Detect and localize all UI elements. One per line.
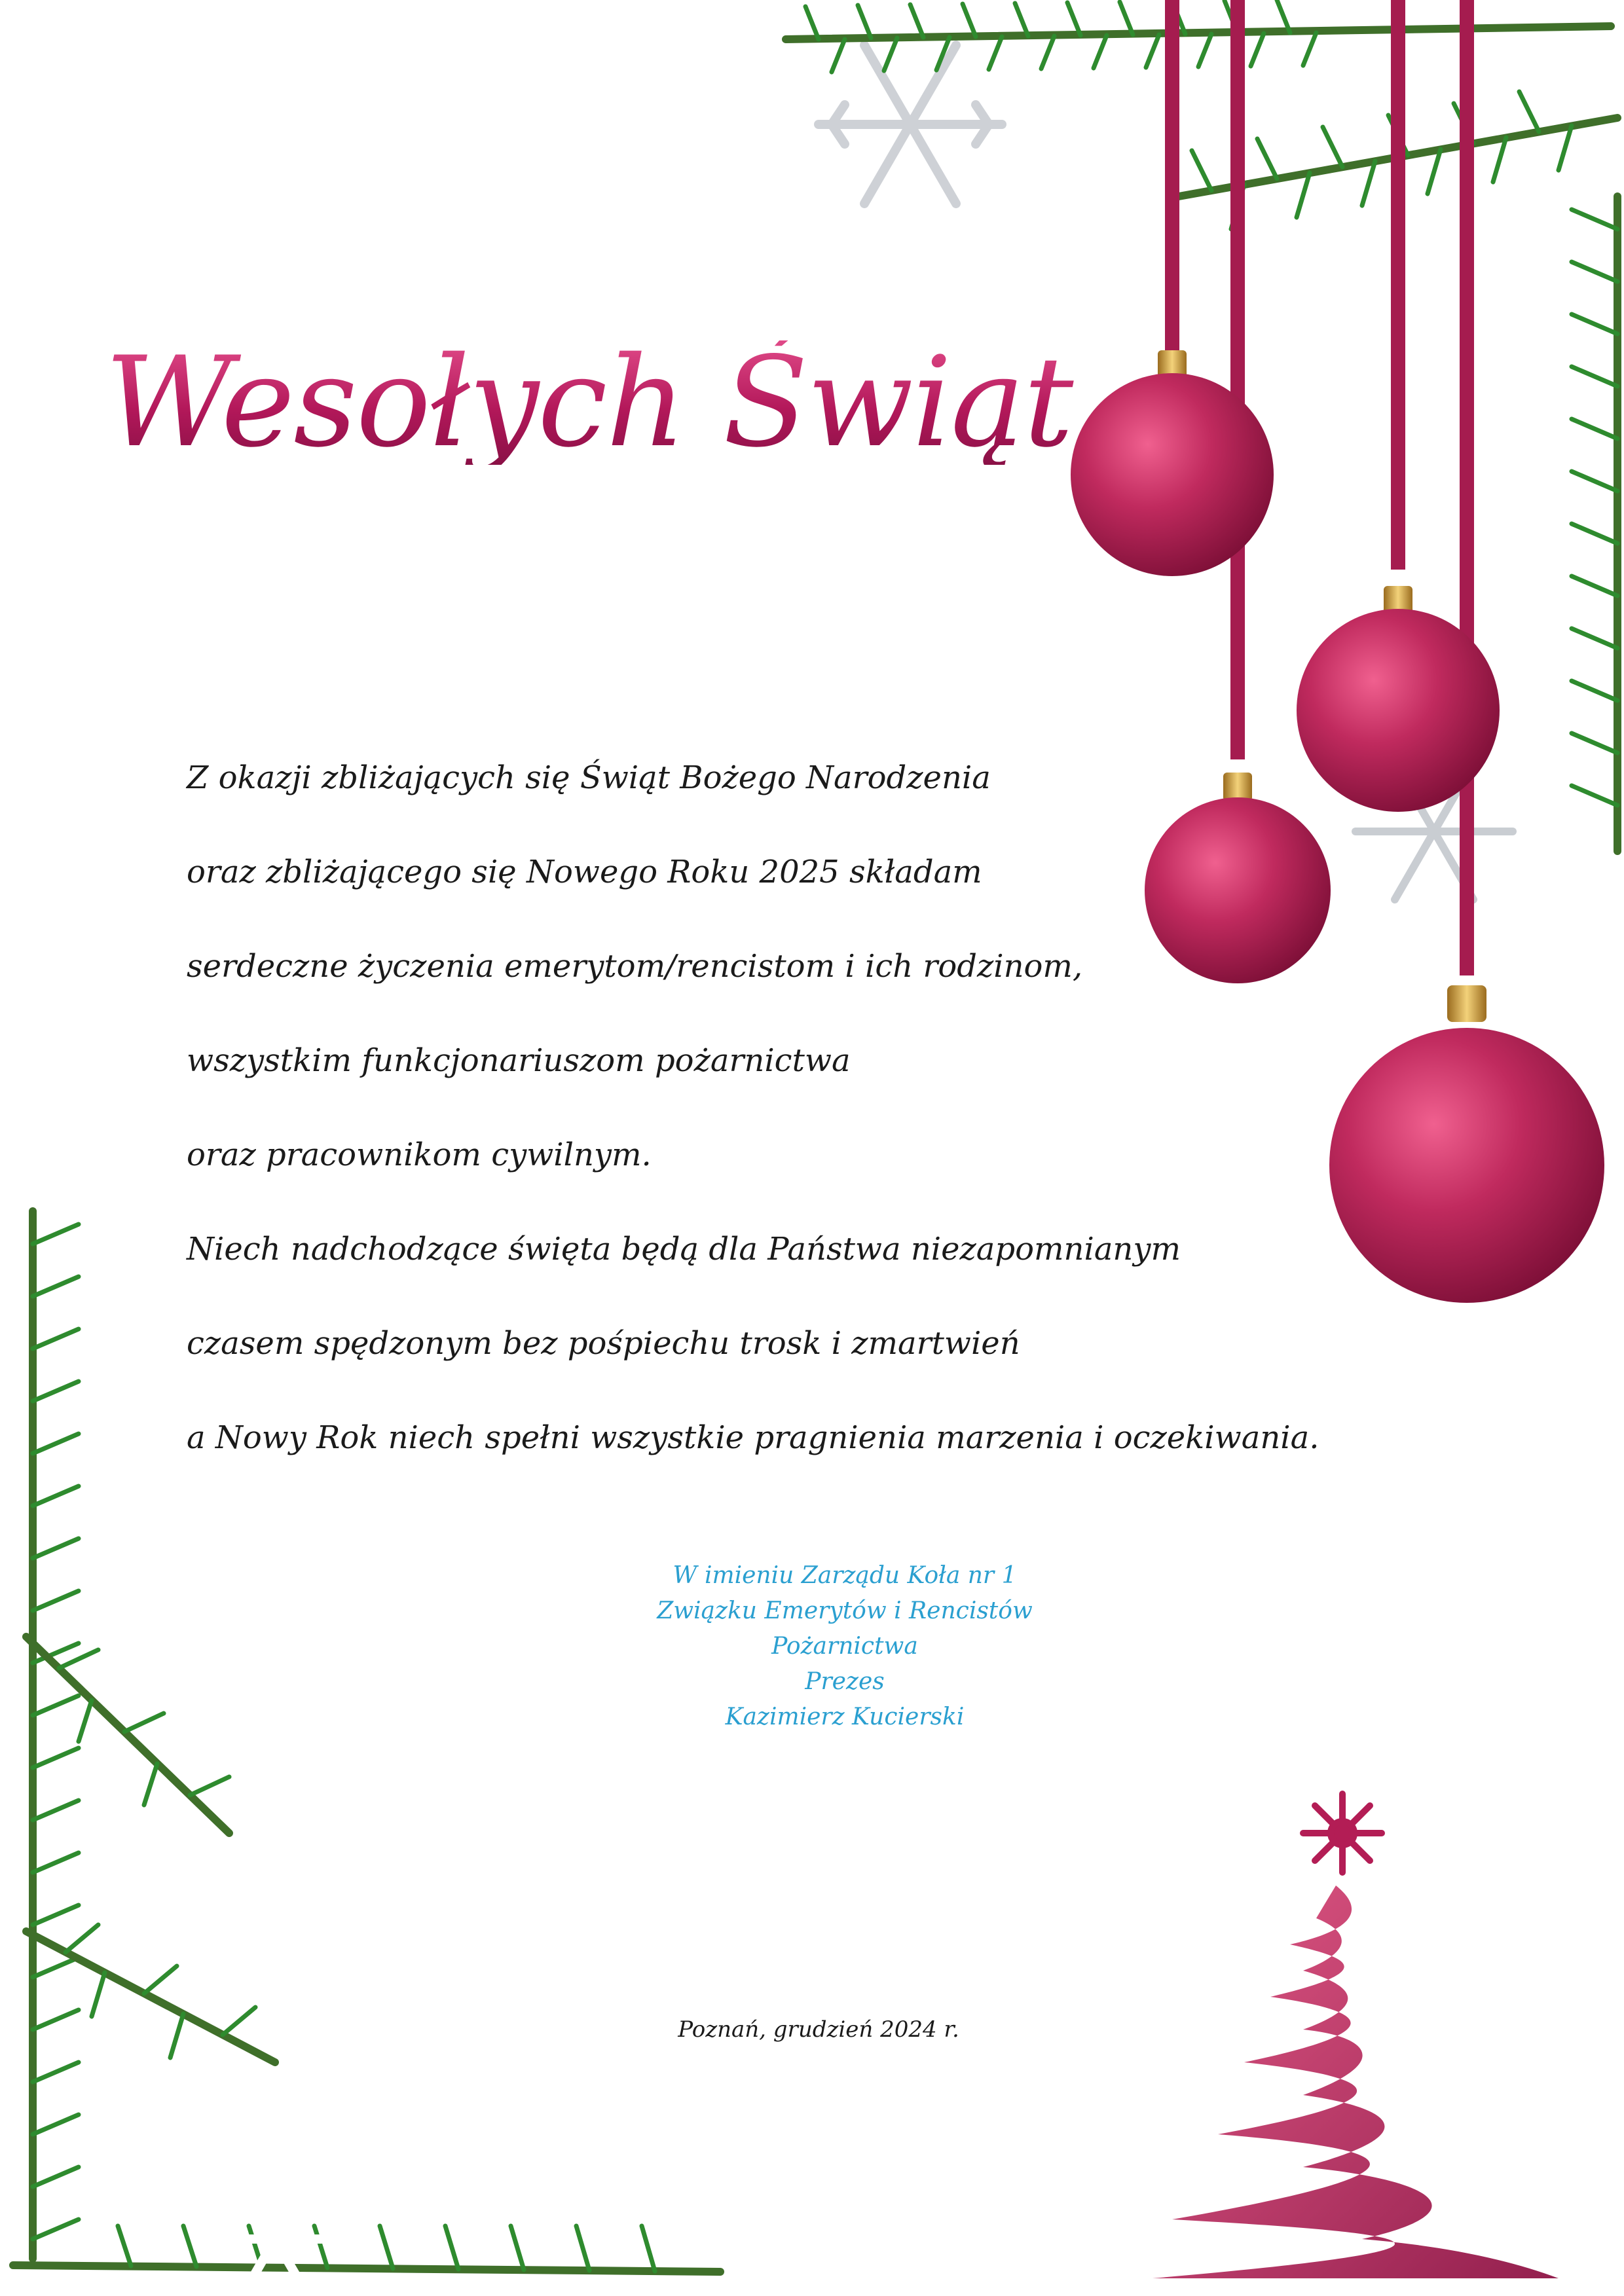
signature-line: Pożarnictwa [771,1633,918,1660]
body-line: Niech nadchodzące święta będą dla Państwa niezapomnianym [187,1231,1181,1267]
place-date: Poznań, grudzień 2024 r. [678,2016,959,2043]
christmas-tree-icon [1153,1794,1559,2278]
body-line: oraz pracownikom cywilnym. [187,1137,652,1173]
signature-block [576,1558,1113,1735]
body-line: wszystkim funkcjonariuszom pożarnictwa [187,1042,851,1079]
body-line: a Nowy Rok niech spełni wszystkie pragnienia marzenia i oczekiwania. [187,1419,1320,1456]
signature-line: Związku Emerytów i Rencistów [657,1597,1033,1624]
snowflake-icon [819,45,1002,204]
star-icon [1303,1794,1382,1872]
signature-line: Prezes [805,1668,885,1695]
card-title: Wesołych Świąt [105,340,1087,465]
greeting-body [187,759,1365,1514]
body-line: oraz zbliżającego się Nowego Roku 2025 składam [187,854,982,890]
body-line: czasem spędzonym bez pośpiechu trosk i zmartwień [187,1325,1020,1362]
body-line: Z okazji zbliżających się Świąt Bożego Narodzenia [187,759,991,796]
body-line: serdeczne życzenia emerytom/rencistom i ich rodzinom, [187,948,1083,985]
signature-name: Kazimierz Kucierski [725,1704,965,1730]
signature-line: W imieniu Zarządu Koła nr 1 [673,1562,1017,1589]
snowflake-icon [203,2177,347,2296]
christmas-bauble-icon [1329,985,1604,1303]
